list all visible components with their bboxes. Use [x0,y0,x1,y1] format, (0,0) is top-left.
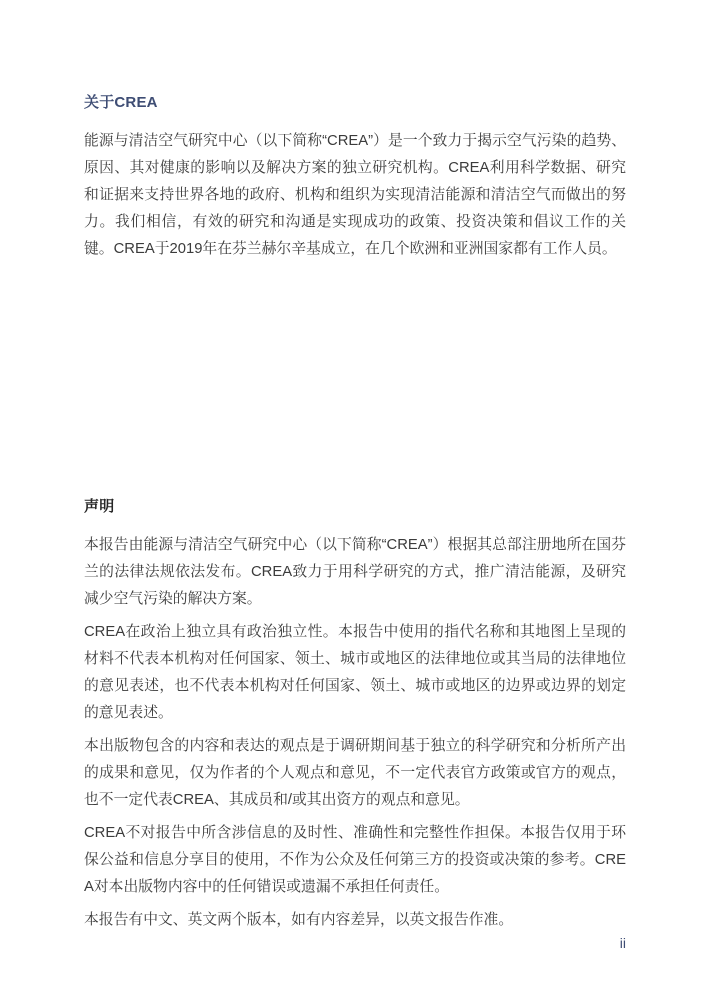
statement-paragraph-4: CREA不对报告中所含涉信息的及时性、准确性和完整性作担保。本报告仅用于环保公益和信息分享目的使用，不作为公众及任何第三方的投资或决策的参考。CREA对本出版物内容中的任何错误或遗漏不承担任何责任。 [84,825,626,895]
statement-paragraph-3: 本出版物包含的内容和表达的观点是于调研期间基于独立的科学研究和分析所产出的成果和意见，仅为作者的个人观点和意见，不一定代表官方政策或官方的观点，也不一定代表CREA、其成员和/或其出资方的观点和意见。 [84,738,626,808]
page-number: ii [619,935,626,951]
statement-paragraph-2: CREA在政治上独立具有政治独立性。本报告中使用的指代名称和其地图上呈现的材料不代表本机构对任何国家、领土、城市或地区的法律地位或其当局的法律地位的意见表述，也不代表本机构对任何国家、领土、城市或地区的边界或边界的划定的意见表述。 [84,624,626,721]
statement-heading: 声明 [84,498,115,515]
statement-paragraph-1: 本报告由能源与清洁空气研究中心（以下简称“CREA”）根据其总部注册地所在国芬兰的法律法规依法发布。CREA致力于用科学研究的方式，推广清洁能源，及研究减少空气污染的解决方案。 [84,537,626,607]
about-crea-paragraph: 能源与清洁空气研究中心（以下简称“CREA”）是一个致力于揭示空气污染的趋势、原因、其对健康的影响以及解决方案的独立研究机构。CREA利用科学数据、研究和证据来支持世界各地的政府、机构和组织为实现清洁能源和清洁空气而做出的努力。我们相信，有效的研究和沟通是实现成功的政策、投资决策和倡议工作的关键。CREA于2019年在芬兰赫尔辛基成立，在几个欧洲和亚洲国家都有工作人员。 [84,133,626,257]
about-crea-heading: 关于CREA [84,94,158,111]
statement-paragraph-5: 本报告有中文、英文两个版本，如有内容差异，以英文报告作准。 [84,912,514,928]
about-crea-section [84,93,626,263]
statement-section [84,497,626,934]
